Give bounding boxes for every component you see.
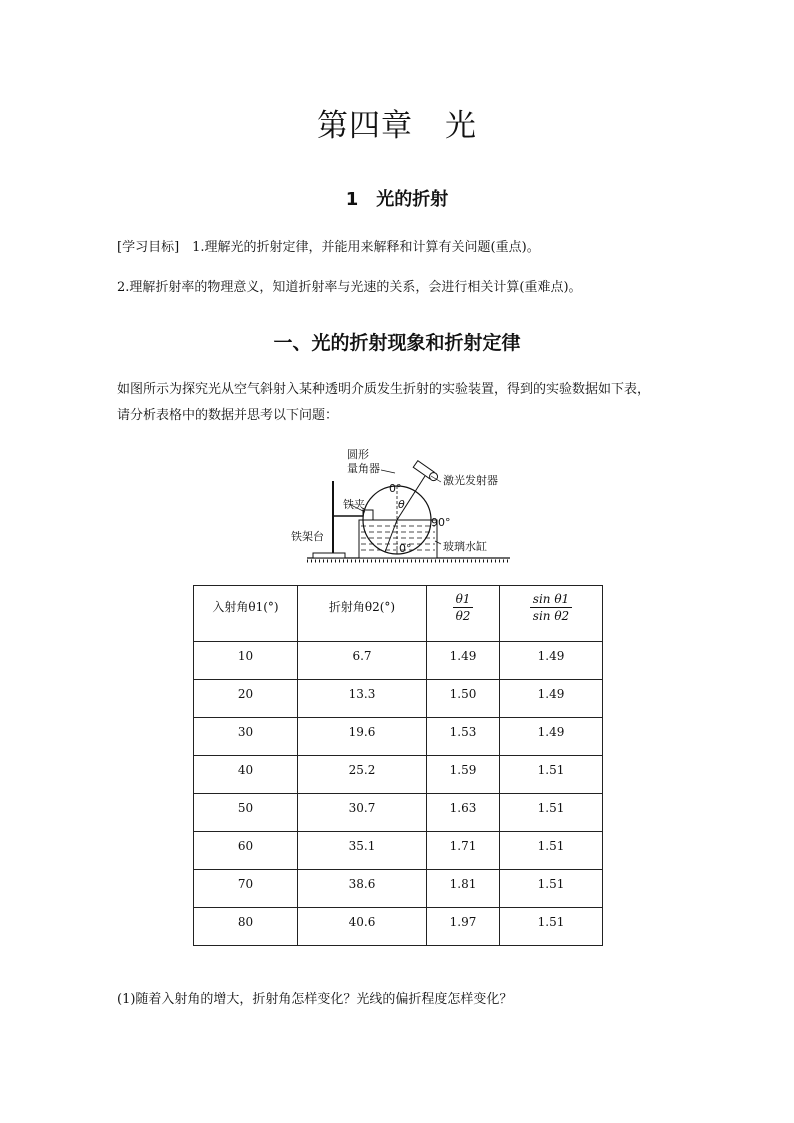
- table-row: [194, 870, 603, 908]
- section-title: 1 光的折射: [345, 189, 449, 210]
- table-row: [194, 756, 603, 794]
- cell: 1.53: [427, 718, 500, 756]
- cell: 40.6: [298, 908, 427, 946]
- data-table: [193, 585, 603, 946]
- section-heading: 一、光的折射现象和折射定律: [273, 332, 521, 354]
- label-angle-90: 90°: [431, 516, 451, 529]
- cell: 1.51: [500, 870, 603, 908]
- cell: 1.97: [427, 908, 500, 946]
- cell: 1.49: [500, 680, 603, 718]
- cell: 40: [194, 756, 298, 794]
- label-theta: θ: [398, 498, 405, 511]
- cell: 20: [194, 680, 298, 718]
- cell: 1.81: [427, 870, 500, 908]
- table-row: [194, 718, 603, 756]
- header-incident-angle: 入射角θ1(°): [194, 586, 298, 642]
- cell: 80: [194, 908, 298, 946]
- cell: 1.51: [500, 794, 603, 832]
- label-laser: 激光发射器: [443, 474, 498, 487]
- cell: 1.50: [427, 680, 500, 718]
- label-protractor-1: 圆形: [347, 448, 369, 461]
- cell: 30: [194, 718, 298, 756]
- cell: 1.49: [500, 642, 603, 680]
- cell: 19.6: [298, 718, 427, 756]
- intro-line-1: 如图所示为探究光从空气斜射入某种透明介质发生折射的实验装置，得到的实验数据如下表，: [117, 382, 651, 397]
- table-row: [194, 794, 603, 832]
- header-angle-ratio: $\frac{\theta 1}{\theta 2}$: [427, 586, 500, 642]
- learning-goal-2: 2.理解折射率的物理意义，知道折射率与光速的关系，会进行相关计算(重难点)。: [117, 280, 582, 295]
- label-angle-0-bottom: 0°: [399, 542, 412, 555]
- cell: 25.2: [298, 756, 427, 794]
- cell: 10: [194, 642, 298, 680]
- cell: 30.7: [298, 794, 427, 832]
- intro-line-2: 请分析表格中的数据并思考以下问题：: [117, 408, 339, 423]
- table-row: [194, 680, 603, 718]
- cell: 50: [194, 794, 298, 832]
- label-stand: 铁架台: [291, 530, 324, 543]
- label-protractor-2: 量角器: [347, 462, 380, 475]
- cell: 38.6: [298, 870, 427, 908]
- table-header-row: [194, 586, 603, 642]
- header-refraction-angle: 折射角θ2(°): [298, 586, 427, 642]
- label-angle-0-top: 0°: [389, 482, 402, 495]
- cell: 1.51: [500, 832, 603, 870]
- table-row: [194, 908, 603, 946]
- cell: 13.3: [298, 680, 427, 718]
- cell: 1.49: [427, 642, 500, 680]
- learning-goal-1: [学习目标] 1.理解光的折射定律，并能用来解释和计算有关问题(重点)。: [117, 240, 540, 255]
- label-tank: 玻璃水缸: [443, 540, 487, 553]
- header-sine-ratio: $\frac{\text{sin θ1}}{\text{sin θ2}}$: [500, 586, 603, 642]
- cell: 6.7: [298, 642, 427, 680]
- cell: 1.49: [500, 718, 603, 756]
- cell: 1.51: [500, 908, 603, 946]
- cell: 35.1: [298, 832, 427, 870]
- chapter-title: 第四章 光: [317, 108, 477, 144]
- cell: 70: [194, 870, 298, 908]
- cell: 1.71: [427, 832, 500, 870]
- label-clamp: 铁夹: [343, 498, 365, 511]
- experiment-diagram: [285, 446, 525, 564]
- cell: 1.63: [427, 794, 500, 832]
- table-row: [194, 642, 603, 680]
- cell: 60: [194, 832, 298, 870]
- stand-base: [313, 553, 345, 558]
- cell: 1.51: [500, 756, 603, 794]
- question-1: (1)随着入射角的增大，折射角怎样变化？光线的偏折程度怎样变化？: [117, 992, 513, 1007]
- table-row: [194, 832, 603, 870]
- cell: 1.59: [427, 756, 500, 794]
